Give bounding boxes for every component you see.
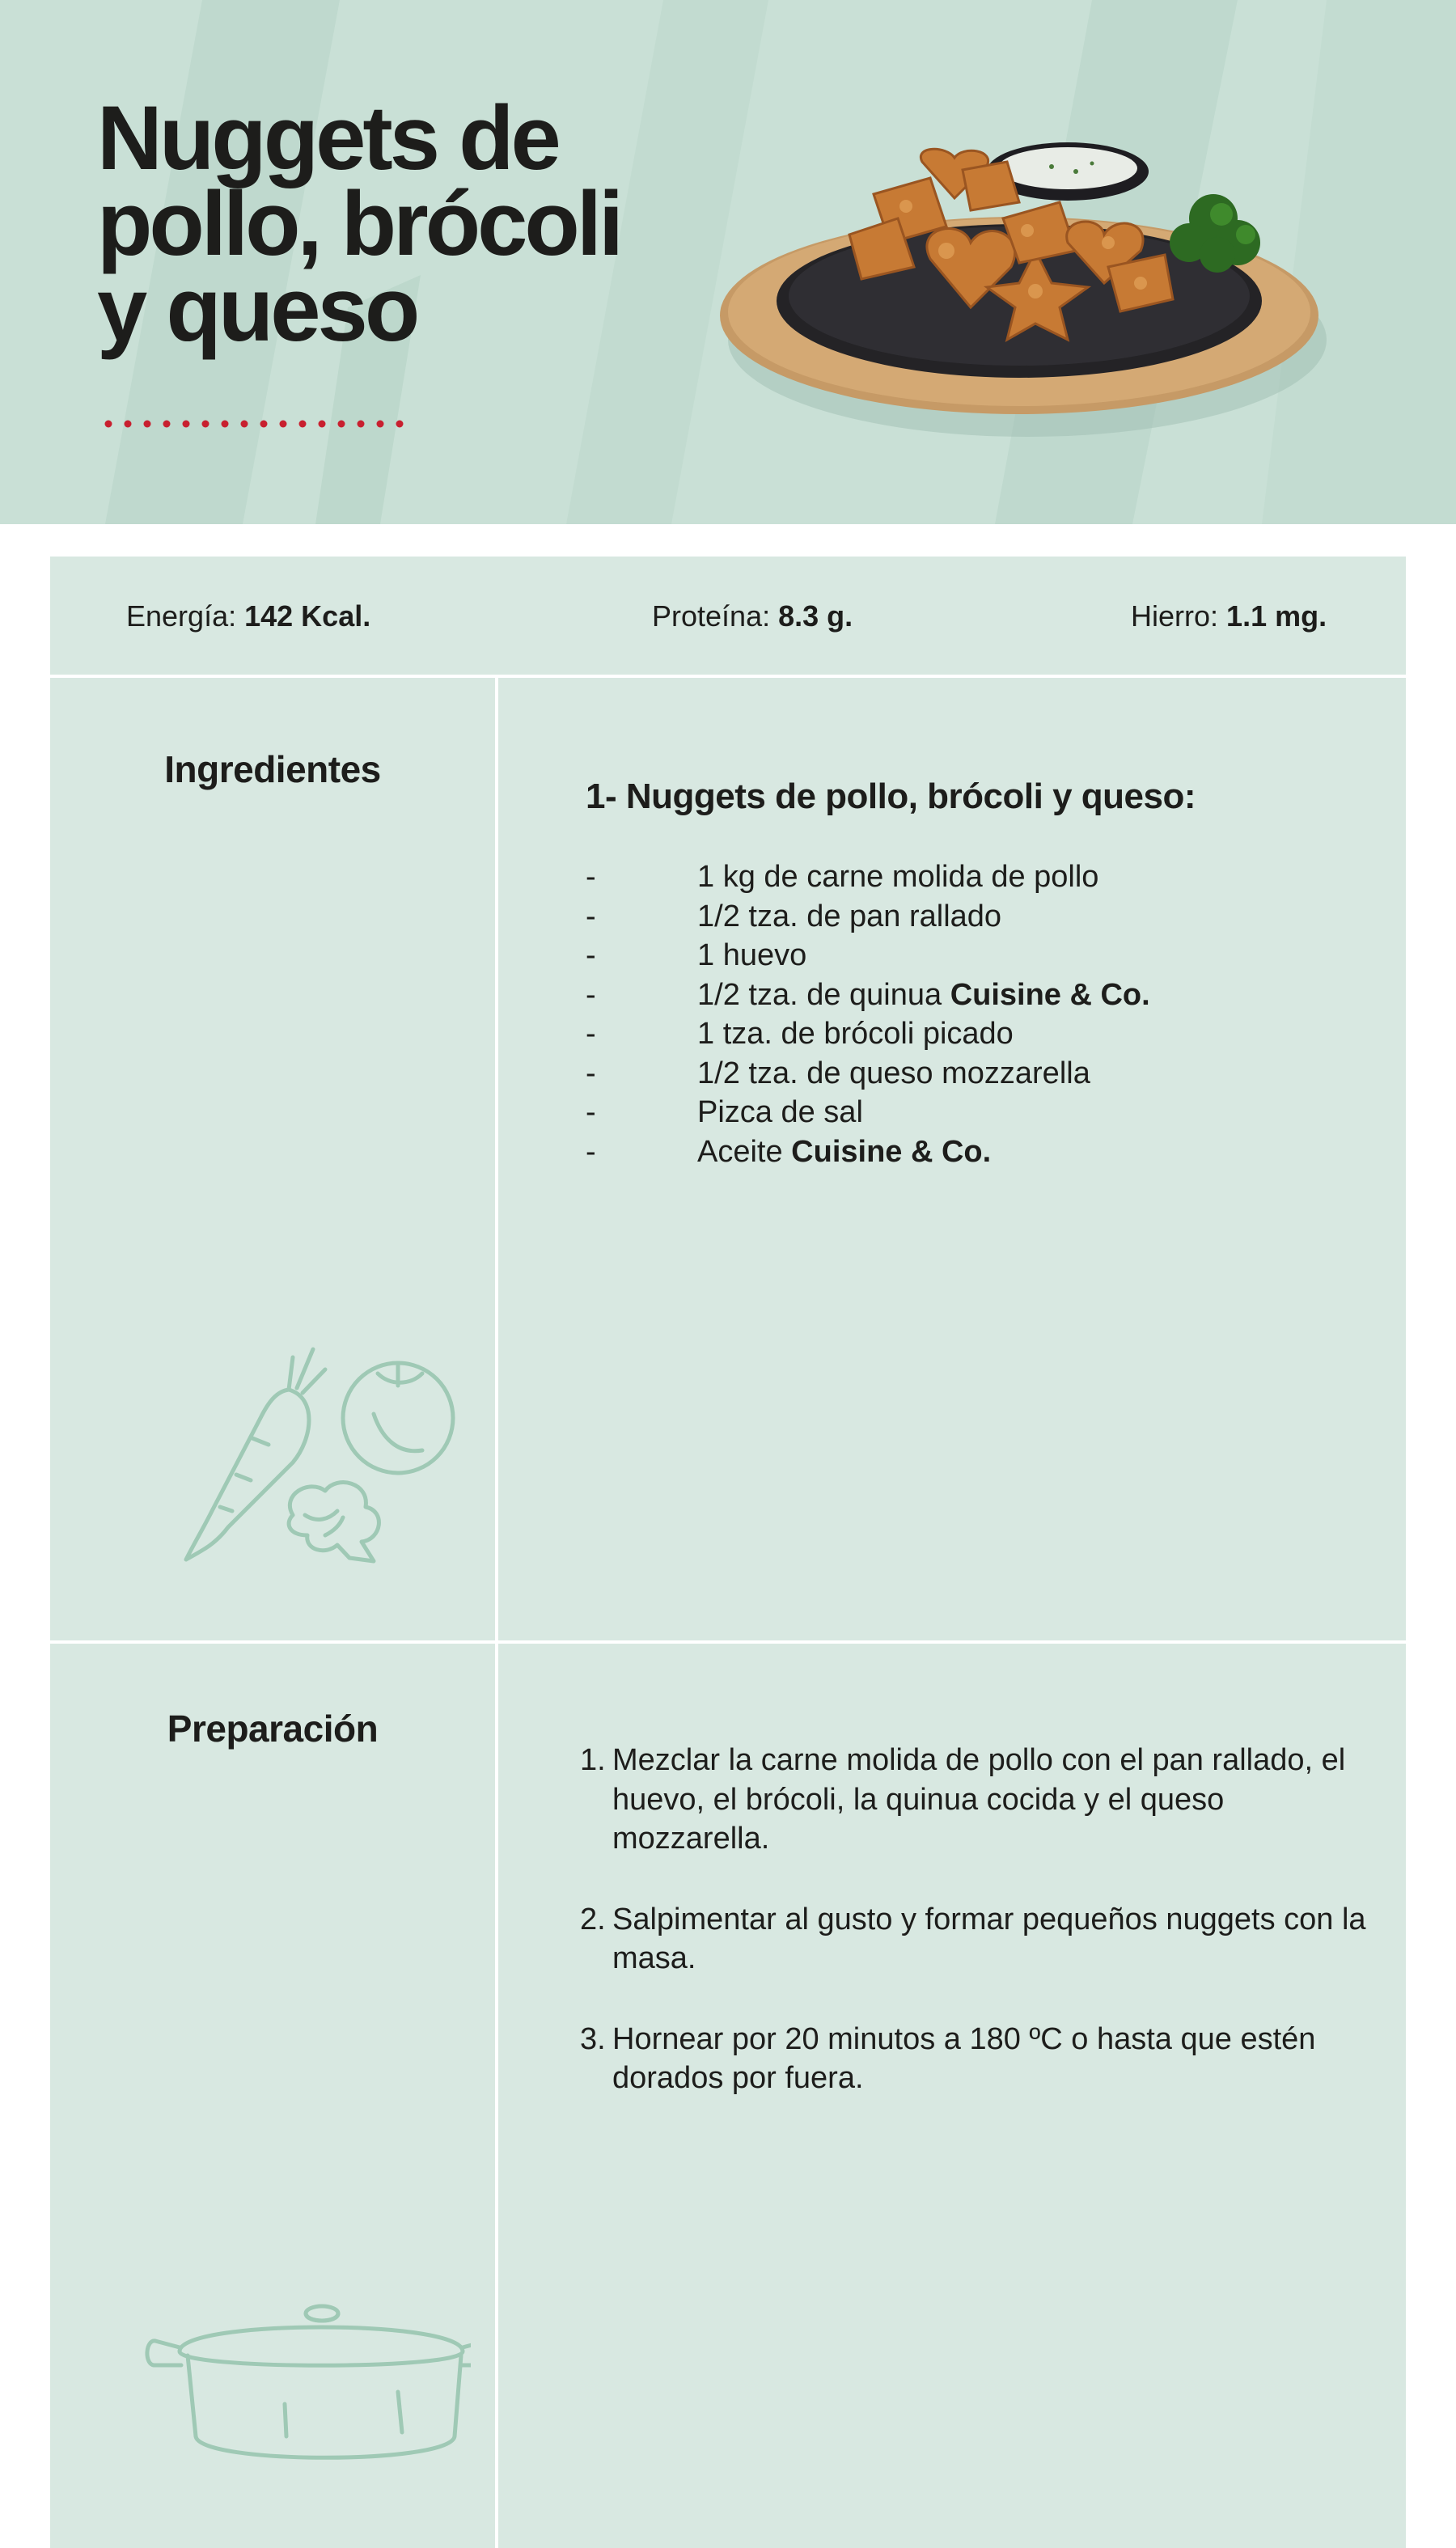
- list-item: - 1/2 tza. de quinua Cuisine & Co.: [586, 977, 1150, 1012]
- list-item: 2. Salpimentar al gusto y formar pequeños nuggets con la masa.: [580, 1902, 1366, 1975]
- preparation-section: [50, 1644, 1406, 2548]
- title-line-3: y queso: [97, 259, 417, 360]
- title-line-1: Nuggets de: [97, 87, 558, 188]
- list-item: - 1 kg de carne molida de pollo: [586, 860, 1099, 894]
- column-divider: [495, 678, 498, 1640]
- energy-info: [126, 599, 370, 634]
- recipe-title: [97, 87, 679, 360]
- ingredient-list: [586, 857, 1150, 1171]
- energy-value: 142 Kcal.: [244, 599, 371, 633]
- preparation-heading: Preparación: [167, 1708, 379, 1750]
- preparation-steps: [580, 1741, 1389, 2140]
- vegetables-illustration: [131, 1341, 471, 1576]
- ingredients-subtitle: 1- Nuggets de pollo, brócoli y queso:: [586, 777, 1196, 816]
- tomato-icon: [343, 1363, 453, 1473]
- hero-banner: [0, 0, 1456, 524]
- carrot-icon: [186, 1349, 325, 1560]
- list-item: - 1/2 tza. de pan rallado: [586, 899, 1002, 933]
- list-item: 3. Hornear por 20 minutos a 180 ºC o hasta que estén dorados por fuera.: [580, 2021, 1316, 2095]
- ingredients-heading: Ingredientes: [164, 748, 381, 790]
- dotted-divider: [104, 417, 427, 430]
- list-item: - Aceite Cuisine & Co.: [586, 1134, 992, 1169]
- iron-value: 1.1 mg.: [1226, 599, 1327, 633]
- column-divider: [495, 1644, 498, 2548]
- iron-info: [1131, 599, 1327, 634]
- list-item: - 1/2 tza. de queso mozzarella: [586, 1056, 1090, 1090]
- title-line-2: pollo, brócoli: [97, 173, 621, 274]
- iron-label: Hierro:: [1131, 599, 1219, 633]
- list-item: - Pizca de sal: [586, 1095, 863, 1129]
- broccoli-icon: [289, 1483, 379, 1561]
- protein-label: Proteína:: [652, 599, 771, 633]
- dish-photo: [688, 121, 1351, 461]
- energy-label: Energía:: [126, 599, 237, 633]
- protein-info: [652, 599, 853, 634]
- list-item: 1. Mezclar la carne molida de pollo con el pan rallado, el huevo, el brócoli, la quinua cocida y el queso mozzarella.: [580, 1743, 1346, 1856]
- list-item: - 1 tza. de brócoli picado: [586, 1017, 1014, 1051]
- ingredients-section: [50, 678, 1406, 1640]
- nutrition-bar: [50, 557, 1406, 675]
- list-item: - 1 huevo: [586, 938, 807, 972]
- protein-value: 8.3 g.: [778, 599, 853, 633]
- cooking-pot-icon: [131, 2275, 471, 2485]
